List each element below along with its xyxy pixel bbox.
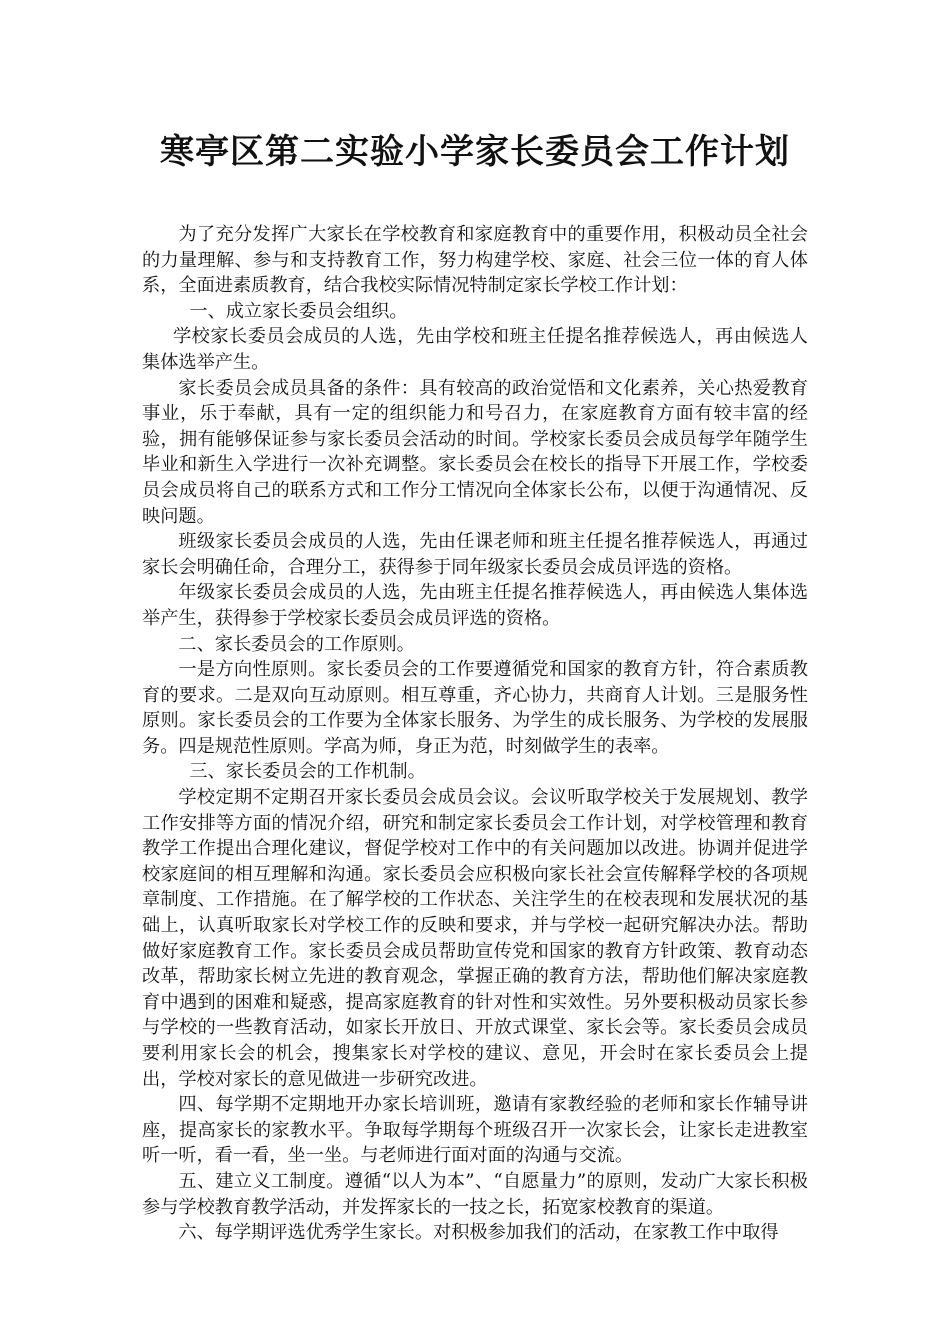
section-heading-3: 三、家长委员会的工作机制。: [189, 761, 426, 783]
paragraph: 年级家长委员会成员的人选，先由班主任提名推荐候选人，再由候选人集体选举产生，获得参于学校家长委员会成员评选的资格。: [142, 582, 808, 629]
section-heading-1: 一、成立家长委员会组织。: [189, 300, 408, 322]
paragraph: 五、建立义工制度。遵循“以人为本”、“自愿量力”的原则，发动广大家长积极参与学校教育教学活动，并发挥家长的一技之长，拓宽家校教育的渠道。: [142, 1170, 808, 1218]
paragraph: 六、每学期评选优秀学生家长。对积极参加我们的活动，在家教工作中取得: [178, 1222, 779, 1244]
paragraph: 家长委员会成员具备的条件：具有较高的政治觉悟和文化素养，关心热爱教育事业，乐于奉献，具有一定的组织能力和号召力，在家庭教育方面有较丰富的经验，拥有能够保证参与家长委员会活动的时间。学校家长委员会成员每学年随学生毕业和新生入学进行一次补充调整。家长委员会在校长的指导下开展工作，学校委员会成员将自己的联系方式和工作分工情况向全体家长公布，以便于沟通情况、反映问题。: [142, 377, 808, 527]
paragraph: 学校定期不定期召开家长委员会成员会议。会议听取学校关于发展规划、教学工作安排等方面的情况介绍，研究和制定家长委员会工作计划，对学校管理和教育教学工作提出合理化建议，督促学校对工作中的有关问题加以改进。协调并促进学校家庭间的相互理解和沟通。家长委员会应积极向家长社会宣传解释学校的各项规章制度、工作措施。在了解学校的工作状态、关注学生的在校表现和发展状况的基础上，认真听取家长对学校工作的反映和要求，并与学校一起研究解决办法。帮助做好家庭教育工作。家长委员会成员帮助宣传党和国家的教育方针政策、教育动态改革，帮助家长树立先进的教育观念，掌握正确的教育方法，帮助他们解决家庭教育中遇到的困难和疑惑，提高家庭教育的针对性和实效性。另外要积极动员家长参与学校的一些教育活动，如家长开放日、开放式课堂、家长会等。家长委员会成员要利用家长会的机会，搜集家长对学校的建议、意见，开会时在家长委员会上提出，学校对家长的意见做进一步研究改进。: [142, 787, 808, 1090]
paragraph: 一是方向性原则。家长委员会的工作要遵循党和国家的教育方针，符合素质教育的要求。二是双向互动原则。相互尊重，齐心协力，共商育人计划。三是服务性原则。家长委员会的工作要为全体家长服务、为学生的成长服务、为学校的发展服务。四是规范性原则。学高为师，身正为范，时刻做学生的表率。: [142, 659, 808, 757]
paragraph-intro: 为了充分发挥广大家长在学校教育和家庭教育中的重要作用，积极动员全社会的力量理解、参与和支持教育工作，努力构建学校、家庭、社会三位一体的育人体系，全面进素质教育，结合我校实际情况特制定家长学校工作计划：: [142, 224, 808, 297]
document-body: [142, 222, 808, 1246]
paragraph: 学校家长委员会成员的人选，先由学校和班主任提名推荐候选人，再由候选人集体选举产生。: [142, 326, 808, 373]
document-title: 寒亭区第二实验小学家长委员会工作计划: [160, 132, 790, 172]
paragraph: 班级家长委员会成员的人选，先由任课老师和班主任提名推荐候选人，再通过家长会明确任命，合理分工，获得参于同年级家长委员会成员评选的资格。: [142, 531, 808, 578]
section-heading-2: 二、家长委员会的工作原则。: [178, 633, 415, 655]
paragraph: 四、每学期不定期地开办家长培训班，邀请有家教经验的老师和家长作辅导讲座，提高家长的家教水平。争取每学期每个班级召开一次家长会，让家长走进教室听一听，看一看，坐一坐。与老师进行面对面的沟通与交流。: [142, 1094, 808, 1167]
